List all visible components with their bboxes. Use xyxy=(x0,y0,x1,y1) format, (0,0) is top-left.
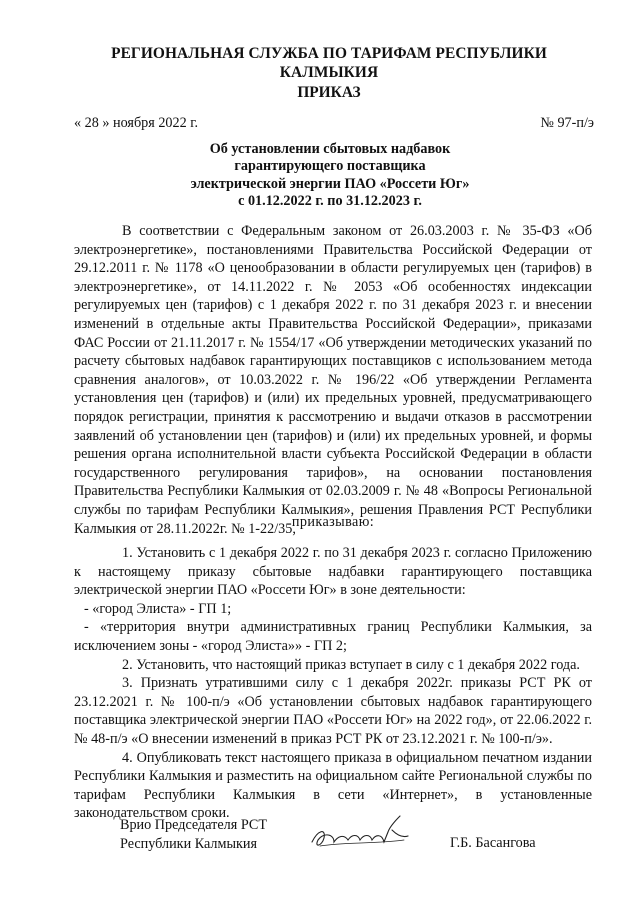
handwritten-signature xyxy=(304,812,424,856)
subject-line: гарантирующего поставщика xyxy=(234,158,426,175)
item-1: 1. Установить с 1 декабря 2022 г. по 31 декабря 2023 г. согласно Приложению к настоящему приказу сбытовые надбавки гарантирующего поставщика электрической энергии ПАО «Россети Юг» в зоне деятельности: xyxy=(74,545,592,599)
item-3: 3. Признать утратившими силу с 1 декабря 2022г. приказы РСТ РК от 23.12.2021 г. № 100-п/э «Об установлении сбытовых надбавок гарантирующего поставщика электрической энергии ПАО «Россети Юг» на 2022 год», от 22.06.2022 г. № 48-п/э «О внесении изменений в приказ РСТ РК от 23.12.2021 г. № 100-п/э». xyxy=(74,675,592,747)
organization-header: РЕГИОНАЛЬНАЯ СЛУЖБА ПО ТАРИФАМ РЕСПУБЛИКИ КАЛМЫКИЯ xyxy=(111,45,547,81)
order-subject xyxy=(160,141,500,211)
item-1-zone-1: - «город Элиста» - ГП 1; xyxy=(84,600,232,617)
signer-position-line-2: Республики Калмыкия xyxy=(120,835,258,852)
subject-line: с 01.12.2022 г. по 31.12.2023 г. xyxy=(238,193,422,210)
item-1-zone-2: - «территория внутри административных границ Республики Калмыкия, за исключением зоны - «город Элиста»» - ГП 2; xyxy=(74,619,592,654)
signature-block xyxy=(120,816,580,856)
decree-word: приказываю: xyxy=(291,514,375,530)
subject-line: электрической энергии ПАО «Россети Юг» xyxy=(190,175,470,192)
order-date: « 28 » ноября 2022 г. xyxy=(74,115,199,131)
signer-position-line-1: Врио Председателя РСТ xyxy=(120,817,268,833)
signer-position xyxy=(120,816,267,853)
item-4: 4. Опубликовать текст настоящего приказа в официальном печатном издании Республики Калмыкия и разместить на официальном сайте Региональной службы по тарифам Республики Калмыкия в сети «Интернет», в установленные законодательством сроки. xyxy=(74,749,592,822)
order-items xyxy=(74,544,592,823)
order-number: № 97-п/э xyxy=(540,115,594,131)
subject-line: Об установлении сбытовых надбавок xyxy=(209,141,451,157)
preamble-paragraph: В соответствии с Федеральным законом от 26.03.2003 г. № 35-ФЗ «Об электроэнергетике», постановлениями Правительства Российской Федерации от 29.12.2011 г. № 1178 «О ценообразовании в области регулируемых цен (тарифов) в электроэнергетике», от 14.11.2022 г. № 2053 «Об особенностях индексации регулируемых цен (тарифов) с 1 декабря 2022 г. по 31 декабря 2023 г. и внесении изменений в отдельные акты Правительства Российской Федерации», приказами ФАС России от 21.11.2017 г. № 1554/17 «Об утверждении методических указаний по расчету сбытовых надбавок гарантирующих поставщиков с использованием метода сравнения аналогов», от 10.03.2022 г. № 196/22 «Об утверждении Регламента установления цен (тарифов) и (или) их предельных уровней, предусматривающего порядок регистрации, принятия к рассмотрению и выдачи отказов в рассмотрении заявлений об установлении цен (тарифов) и (или) их предельных уровней, и формы решения органа исполнительной власти субъекта Российской Федерации в области государственного регулирования тарифов», на основании постановления Правительства Республики Калмыкия от 02.03.2009 г. № 48 «Вопросы Региональной службы по тарифам Республики Калмыкия», решения Правления РСТ Республики Калмыкия от 28.11.2022г. № 1-22/35, xyxy=(74,223,592,537)
document-type-title: ПРИКАЗ xyxy=(297,84,361,101)
date-number-row xyxy=(74,114,594,133)
signer-name: Г.Б. Басангова xyxy=(450,835,536,851)
item-2: 2. Установить, что настоящий приказ вступает в силу с 1 декабря 2022 года. xyxy=(122,656,580,673)
